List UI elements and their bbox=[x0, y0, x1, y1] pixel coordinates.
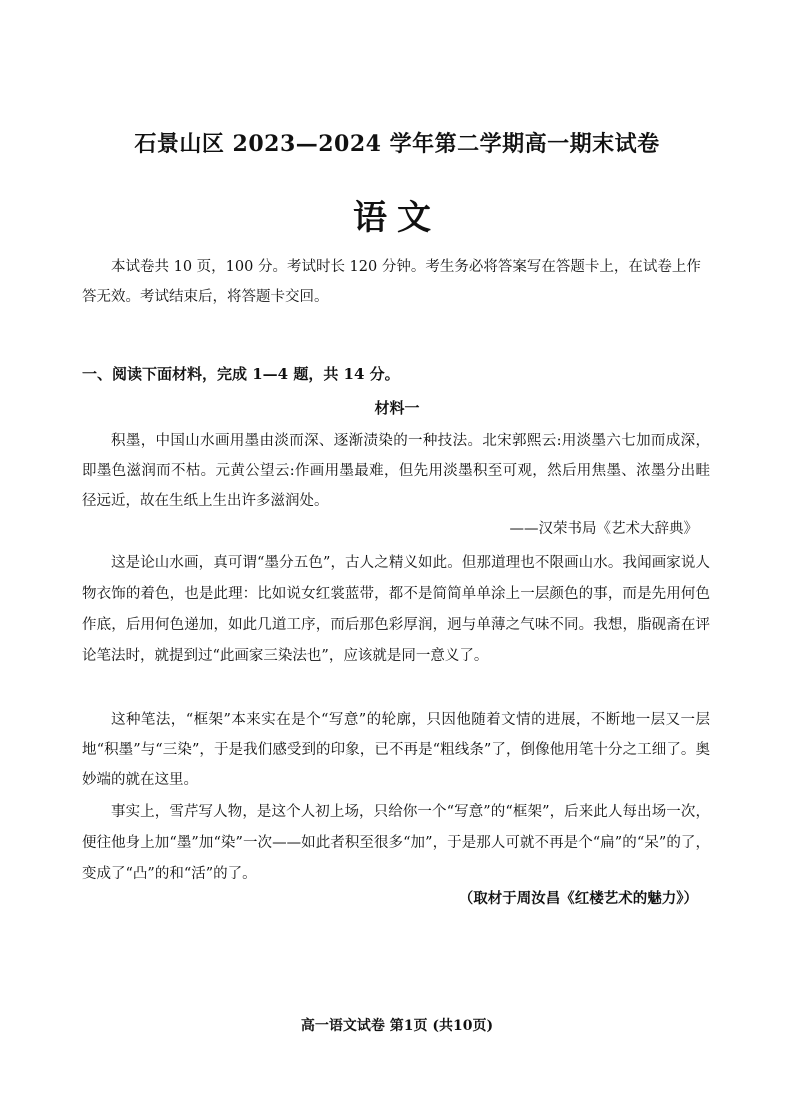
exam-title: 石景山区 2023—2024 学年第二学期高一期末试卷 bbox=[134, 131, 660, 157]
material-paragraph-3: 这种笔法，“框架”本来实在是个“写意”的轮廓，只因他随着文情的进展，不断地一层又一层地“积墨”与“三染”，于是我们感受到的印象，已不再是“粗线条”了，倒像他用笔十分之工细了。奥妙端的就在这里。 bbox=[82, 712, 710, 788]
material-paragraph-1: 积墨，中国山水画用墨由淡而深、逐渐渍染的一种技法。北宋郭熙云:用淡墨六七加而成深，即墨色滋润而不枯。元黄公望云:作画用墨最难，但先用淡墨积至可观，然后用焦墨、浓墨分出畦径远近，故在生纸上生出许多滋润处。 bbox=[82, 433, 710, 509]
material-source-2: （取材于周汝昌《红楼艺术的魅力》） bbox=[458, 890, 698, 907]
subject-title: 语文 bbox=[353, 198, 441, 238]
material-source-1: ——汉荣书局《艺术大辞典》 bbox=[509, 521, 698, 537]
section-heading: 一、阅读下面材料，完成 1—4 题，共 14 分。 bbox=[82, 365, 400, 383]
material-title: 材料一 bbox=[374, 399, 420, 417]
material-paragraph-4: 事实上，雪芹写人物，是这个人初上场，只给你一个“写意”的“框架”，后来此人每出场一次，便往他身上加“墨”加“染”一次——如此者积至很多“加”，于是那人可就不再是个“扁”的“呆”的了，变成了“凸”的和“活”的了。 bbox=[82, 804, 710, 882]
material-paragraph-2: 这是论山水画，真可谓“墨分五色”，古人之精义如此。但那道理也不限画山水。我闻画家说人物衣饰的着色，也是此理：比如说女红裳蓝带，都不是简简单单涂上一层颜色的事，而是先用何色作底，后用何色递加，如此几道工序，而后那色彩厚润，迥与单薄之气味不同。我想，脂砚斋在评论笔法时，就提到过“此画家三染法也”，应该就是同一意义了。 bbox=[82, 555, 710, 664]
exam-instructions: 本试卷共 10 页，100 分。考试时长 120 分钟。考生务必将答案写在答题卡上，在试卷上作答无效。考试结束后，将答题卡交回。 bbox=[82, 259, 701, 305]
page-footer: 高一语文试卷 第1页 (共10页) bbox=[300, 1018, 494, 1034]
